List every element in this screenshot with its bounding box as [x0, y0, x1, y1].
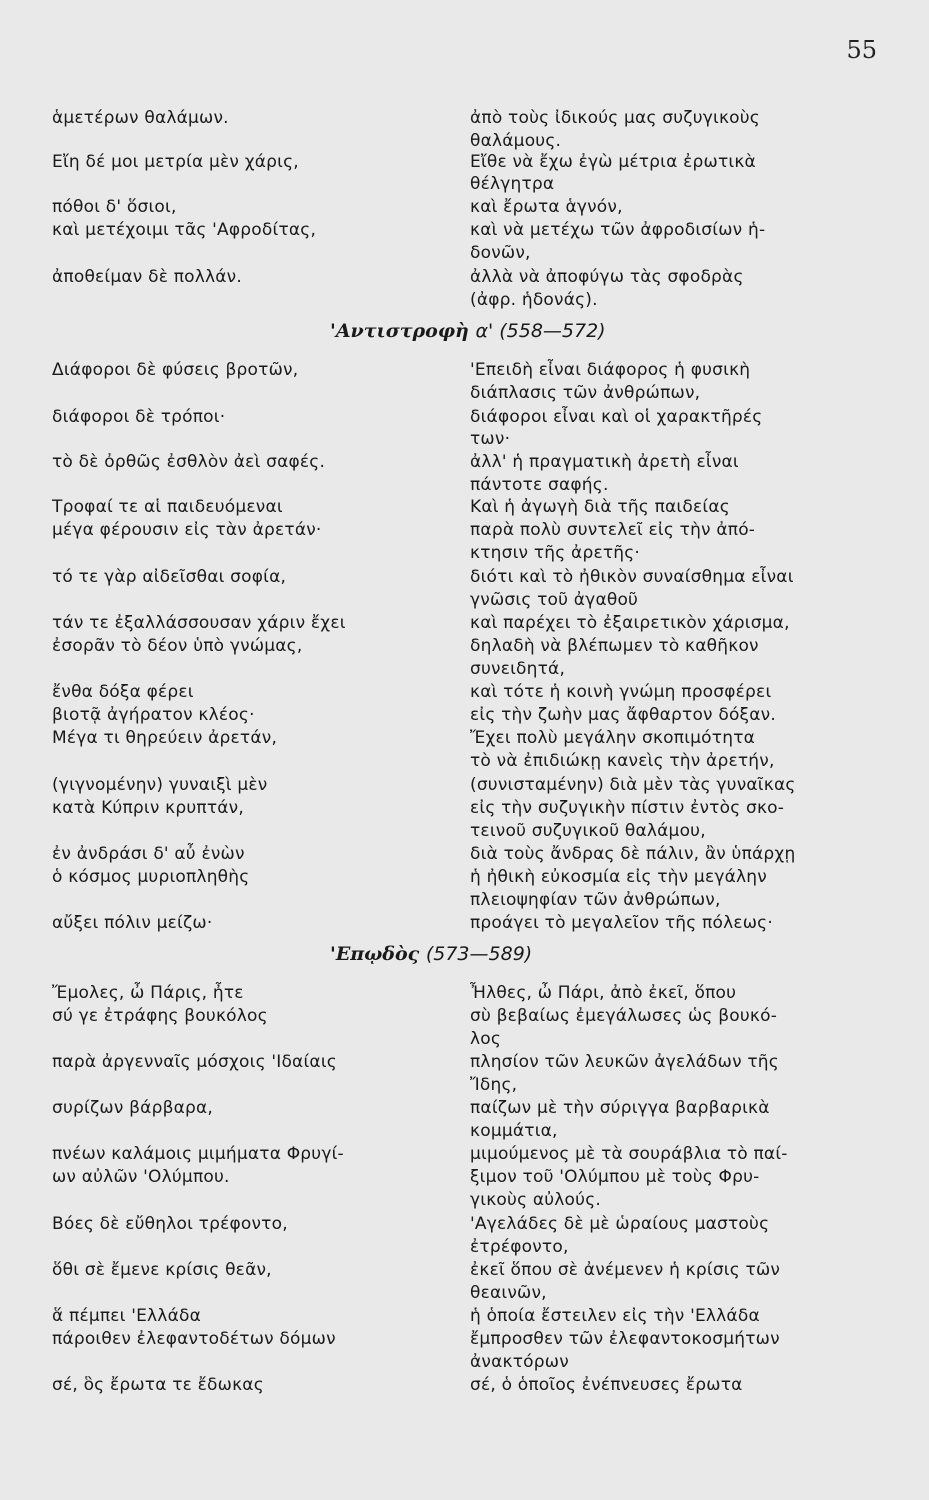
translation-line: σέ, ὁ ὁποῖος ἐνέπνευσες ἔρωτα: [470, 1375, 743, 1395]
greek-line: Τροφαί τε αἱ παιδευόμεναι: [52, 497, 283, 517]
greek-line: Εἴη δέ μοι μετρία μὲν χάρις,: [52, 152, 299, 172]
greek-line: ων αὐλῶν 'Ολύμπου.: [52, 1167, 230, 1187]
translation-line: ἡ ὁποία ἔστειλεν εἰς τὴν 'Ελλάδα: [470, 1306, 760, 1326]
translation-line: παρὰ πολὺ συντελεῖ εἰς τὴν ἀπό-: [470, 520, 756, 540]
greek-line: ἐν ἀνδράσι δ' αὖ ἐνὼν: [52, 844, 245, 864]
greek-line: βιοτᾷ ἀγήρατον κλέος·: [52, 705, 255, 725]
translation-line: 'Αγελάδες δὲ μὲ ὡραίους μαστοὺς: [470, 1214, 770, 1234]
greek-line: συρίζων βάρβαρα,: [52, 1098, 214, 1118]
translation-line: Εἴθε νὰ ἔχω ἐγὼ μέτρια ἐρωτικὰ: [470, 152, 756, 172]
translation-line: εἰς τὴν ζωὴν μας ἄφθαρτον δόξαν.: [470, 705, 776, 725]
translation-line: δονῶν,: [470, 243, 531, 263]
translation-line: ἔμπροσθεν τῶν ἐλεφαντοκοσμήτων: [470, 1329, 780, 1349]
translation-line: κτησιν τῆς ἀρετῆς·: [470, 543, 641, 563]
greek-line: τάν τε ἐξαλλάσσουσαν χάριν ἔχει: [52, 613, 346, 633]
translation-line: Ἴδης,: [470, 1075, 518, 1095]
translation-line: λος: [470, 1029, 502, 1049]
translation-line: κομμάτια,: [470, 1121, 558, 1141]
translation-line: συνειδητά,: [470, 659, 566, 679]
greek-line: αὔξει πόλιν μείζω·: [52, 913, 213, 933]
translation-line: 'Επειδὴ εἶναι διάφορος ἡ φυσικὴ: [470, 360, 751, 380]
greek-line: μέγα φέρουσιν εἰς τὰν ἀρετάν·: [52, 520, 322, 540]
greek-line: διάφοροι δὲ τρόποι·: [52, 407, 226, 427]
greek-line: Μέγα τι θηρεύειν ἀρετάν,: [52, 728, 278, 748]
translation-line: (συνισταμένην) διὰ μὲν τὰς γυναῖκας: [470, 775, 796, 795]
translation-line: θαλάμους.: [470, 131, 562, 151]
greek-line: καὶ μετέχοιμι τᾶς 'Αφροδίτας,: [52, 220, 317, 240]
translation-line: θεαινῶν,: [470, 1283, 547, 1303]
greek-line: κατὰ Κύπριν κρυπτάν,: [52, 798, 244, 818]
translation-line: πλησίον τῶν λευκῶν ἀγελάδων τῆς: [470, 1052, 779, 1072]
translation-line: εἰς τὴν συζυγικὴν πίστιν ἐντὸς σκο-: [470, 798, 785, 818]
greek-line: τὸ δὲ ὀρθῶς ἐσθλὸν ἀεὶ σαφές.: [52, 452, 326, 472]
greek-line: Ἔμολες, ὦ Πάρις, ἦτε: [52, 983, 244, 1003]
epode-label: 'Επῳδὸς: [330, 943, 420, 965]
epode-heading: [330, 943, 532, 965]
greek-line: σύ γε ἐτράφης βουκόλος: [52, 1006, 268, 1026]
translation-line: ἀλλ' ἡ πραγματικὴ ἀρετὴ εἶναι: [470, 452, 739, 472]
translation-line: καὶ ἔρωτα ἁγνόν,: [470, 197, 623, 217]
greek-line: (γιγνομένην) γυναιξὶ μὲν: [52, 775, 268, 795]
greek-line: τό τε γὰρ αἰδεῖσθαι σοφία,: [52, 567, 287, 587]
translation-line: ἡ ἠθικὴ εὐκοσμία εἰς τὴν μεγάλην: [470, 867, 767, 887]
greek-line: ἐσορᾶν τὸ δέον ὑπὸ γνώμας,: [52, 636, 303, 656]
translation-line: των·: [470, 429, 511, 449]
greek-line: σέ, ὃς ἔρωτα τε ἔδωκας: [52, 1375, 264, 1395]
translation-line: πλειοψηφίαν τῶν ἀνθρώπων,: [470, 890, 721, 910]
greek-line: Διάφοροι δὲ φύσεις βροτῶν,: [52, 360, 299, 380]
greek-line: Βόες δὲ εὔθηλοι τρέφοντο,: [52, 1214, 288, 1234]
antistrophe-label: 'Αντιστροφὴ: [330, 320, 469, 342]
translation-line: γνῶσις τοῦ ἀγαθοῦ: [470, 590, 639, 610]
greek-line: πνέων καλάμοις μιμήματα Φρυγί-: [52, 1144, 344, 1164]
translation-line: ἀλλὰ νὰ ἀποφύγω τὰς σφοδρὰς: [470, 267, 744, 287]
translation-line: ἀπὸ τοὺς ἰδικούς μας συζυγικοὺς: [470, 108, 760, 128]
translation-line: τεινοῦ συζυγικοῦ θαλάμου,: [470, 821, 706, 841]
translation-line: Ἔχει πολὺ μεγάλην σκοπιμότητα: [470, 728, 756, 748]
translation-line: ἐτρέφοντο,: [470, 1237, 569, 1257]
greek-line: πόθοι δ' ὅσιοι,: [52, 197, 177, 217]
greek-line: ἁμετέρων θαλάμων.: [52, 108, 229, 128]
greek-line: παρὰ ἀργενναῖς μόσχοις 'Ιδαίαις: [52, 1052, 337, 1072]
greek-line: ἅ πέμπει 'Ελλάδα: [52, 1306, 201, 1326]
antistrophe-heading: [330, 320, 606, 342]
antistrophe-range: α' (558—572): [475, 320, 606, 342]
translation-line: παίζων μὲ τὴν σύριγγα βαρβαρικὰ: [470, 1098, 770, 1118]
greek-line: πάροιθεν ἐλεφαντοδέτων δόμων: [52, 1329, 336, 1349]
translation-line: τὸ νὰ ἐπιδιώκῃ κανεὶς τὴν ἀρετήν,: [470, 751, 775, 771]
translation-line: Καὶ ἡ ἀγωγὴ διὰ τῆς παιδείας: [470, 497, 730, 517]
translation-line: καὶ νὰ μετέχω τῶν ἀφροδισίων ἡ-: [470, 220, 766, 240]
greek-line: ἀποθείμαν δὲ πολλάν.: [52, 267, 242, 287]
translation-line: Ἦλθες, ὦ Πάρι, ἀπὸ ἐκεῖ, ὅπου: [470, 983, 737, 1003]
translation-line: διὰ τοὺς ἄνδρας δὲ πάλιν, ἂν ὑπάρχῃ: [470, 844, 796, 864]
translation-line: θέλγητρα: [470, 174, 555, 194]
translation-line: γικοὺς αὐλούς.: [470, 1190, 601, 1210]
greek-line: ἔνθα δόξα φέρει: [52, 682, 194, 702]
translation-line: πάντοτε σαφής.: [470, 475, 609, 495]
page-number: 55: [846, 36, 877, 64]
translation-line: ἐκεῖ ὅπου σὲ ἀνέμενεν ἡ κρίσις τῶν: [470, 1260, 781, 1280]
greek-line: ὁ κόσμος μυριοπληθὴς: [52, 867, 250, 887]
translation-line: σὺ βεβαίως ἐμεγάλωσες ὡς βουκό-: [470, 1006, 778, 1026]
translation-line: διότι καὶ τὸ ἠθικὸν συναίσθημα εἶναι: [470, 567, 794, 587]
greek-line: ὅθι σὲ ἔμενε κρίσις θεᾶν,: [52, 1260, 272, 1280]
translation-line: (ἀφρ. ἡδονάς).: [470, 290, 598, 310]
translation-line: ἀνακτόρων: [470, 1352, 569, 1372]
translation-line: διάφοροι εἶναι καὶ οἱ χαρακτῆρές: [470, 407, 763, 427]
translation-line: προάγει τὸ μεγαλεῖον τῆς πόλεως·: [470, 913, 773, 933]
translation-line: δηλαδὴ νὰ βλέπωμεν τὸ καθῆκον: [470, 636, 759, 656]
translation-line: καὶ τότε ἡ κοινὴ γνώμη προσφέρει: [470, 682, 772, 702]
translation-line: μιμούμενος μὲ τὰ σουράβλια τὸ παί-: [470, 1144, 788, 1164]
translation-line: ξιμον τοῦ 'Ολύμπου μὲ τοὺς Φρυ-: [470, 1167, 760, 1187]
epode-range: (573—589): [425, 943, 533, 965]
translation-line: καὶ παρέχει τὸ ἐξαιρετικὸν χάρισμα,: [470, 613, 790, 633]
translation-line: διάπλασις τῶν ἀνθρώπων,: [470, 383, 701, 403]
